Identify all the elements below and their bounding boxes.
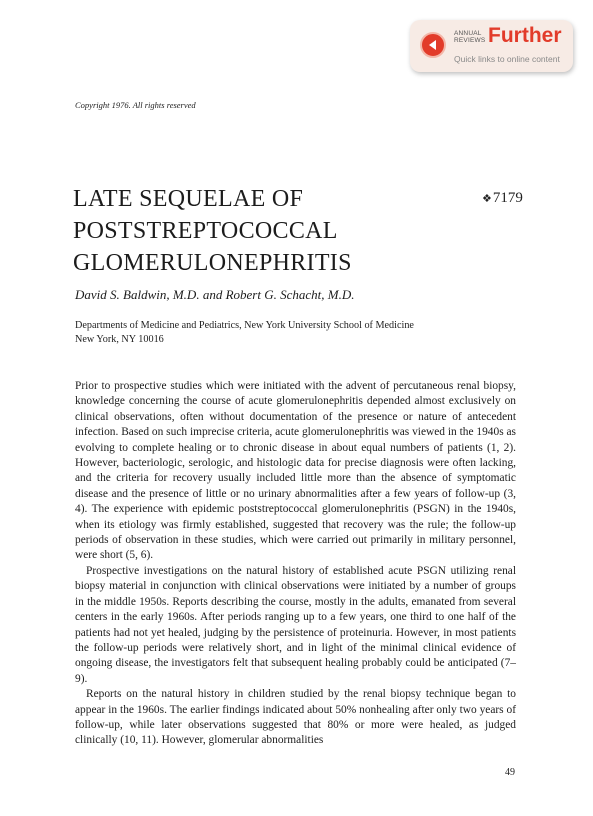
badge-title: Further [488, 24, 562, 47]
badge-annual-label: ANNUAL [454, 30, 482, 37]
badge-subtitle: Quick links to online content [454, 54, 560, 64]
article-title [73, 183, 352, 279]
authors: David S. Baldwin, M.D. and Robert G. Schacht, M.D. [75, 287, 355, 302]
badge-annual-reviews [454, 30, 485, 44]
affiliation [75, 319, 414, 347]
affiliation-line: New York, NY 10016 [75, 334, 164, 345]
back-arrow-icon [420, 32, 446, 58]
article-body [75, 379, 516, 749]
paragraph: Prospective investigations on the natural history of established acute PSGN utilizing renal biopsy material in conjunction with clinical observations were initiated by a number of groups in the middle 1950s. Reports describing the course, mostly in the adults, emanated from several centers in the early 1960s. After periods ranging up to a few years, one third to one half of the patients had not yet healed, judging by the persistence of proteinuria. However, in most patients the follow-up periods were relatively short, and in light of the minimal clinical evidence of ongoing disease, the investigators felt that subsequent healing probably could be anticipated (7–9). [75, 564, 516, 685]
title-line: LATE SEQUELAE OF [73, 186, 304, 212]
article-id [482, 190, 523, 207]
affiliation-line: Departments of Medicine and Pediatrics, New York University School of Medicine [75, 320, 414, 331]
page-number: 49 [505, 767, 515, 778]
paragraph: Reports on the natural history in children studied by the renal biopsy technique began to appear in the 1960s. The earlier findings indicated about 50% nonhealing after only two years of follow-up, while later observations suggested that 80% or more were healed, as judged clinically (10, 11). However, glomerular abnormalities [75, 688, 516, 747]
diamond-icon: ❖ [482, 193, 492, 205]
article-number: 7179 [492, 190, 523, 206]
title-line: POSTSTREPTOCOCCAL [73, 218, 338, 244]
title-line: GLOMERULONEPHRITIS [73, 250, 352, 276]
copyright-notice: Copyright 1976. All rights reserved [75, 100, 196, 110]
badge-reviews-label: REVIEWS [454, 37, 486, 44]
paragraph: Prior to prospective studies which were initiated with the advent of percutaneous renal biopsy, knowledge concerning the course of acute glomerulonephritis depended almost exclusively on clinical observations, often without documentation of the presence or nature of antecedent infection. Based on such imprecise criteria, acute glomerulonephritis was viewed in the 1940s as evolving to complete healing or to chronic disease in about equal numbers of patients (1, 2). However, bacteriologic, serologic, and histologic data for precise diagnosis were often lacking, and the criteria for recovery usually included little more than the absence of symptomatic disease and the presence of little or no urinary abnormalities after a few years of follow-up (3, 4). The experience with epidemic poststreptococcal glomerulonephritis (PSGN) in the 1940s, when its etiology was firmly established, suggested that recovery was the rule; the follow-up periods of observation in these studies, which were carried out primarily in military personnel, were short (5, 6). [75, 380, 516, 562]
further-badge[interactable] [410, 20, 573, 72]
